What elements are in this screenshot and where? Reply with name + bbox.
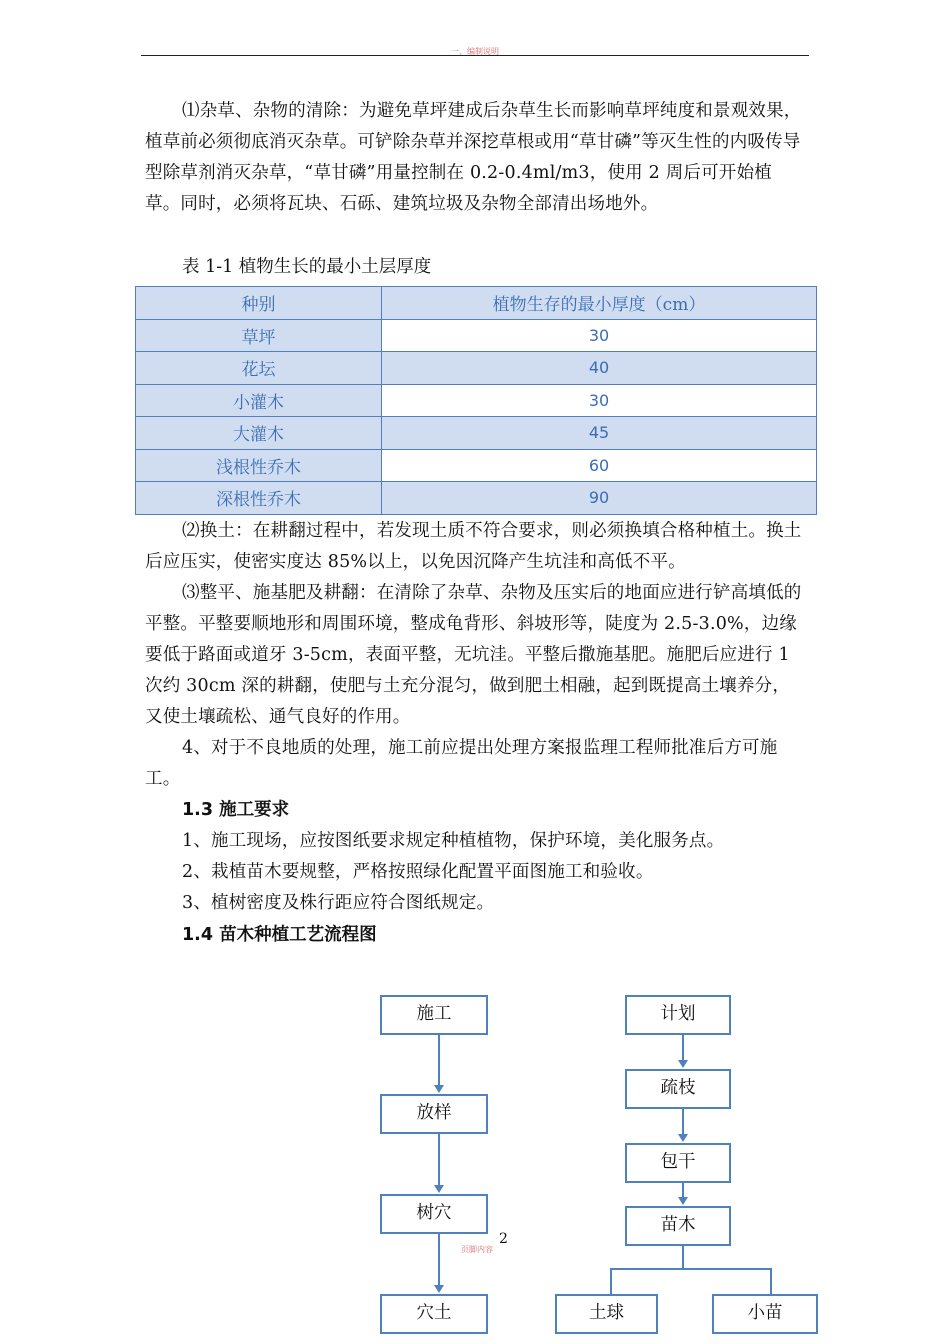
flow-connector bbox=[682, 1109, 684, 1134]
requirement-item: 1、施工现场，应按图纸要求规定种植植物，保护环境，美化服务点。 bbox=[182, 831, 725, 851]
table-row bbox=[136, 384, 817, 417]
paragraph-leveling: ⑶整平、施基肥及耕翻：在清除了杂草、杂物及压实后的地面应进行铲高填低的平整。平整要顺地形和周围环境，整成龟背形、斜坡形等，陡度为 2.5-3.0%，边缘要低于路面或道牙 3-5cm，表面平整，无坑洼。平整后撒施基肥。施肥后应进行 1 次约 30cm 深的耕翻，使肥与土充分混匀，做到肥土相融，起到既提高土壤养分，又使土壤疏松、通气良好的作用。 bbox=[145, 583, 802, 727]
flow-connector bbox=[438, 1134, 440, 1185]
flow-arrow bbox=[678, 1134, 688, 1142]
flow-connector bbox=[682, 1035, 684, 1060]
section-heading-requirements: 1.3 施工要求 bbox=[182, 800, 290, 820]
flow-connector bbox=[682, 1183, 684, 1197]
flow-connector bbox=[610, 1268, 612, 1294]
table-row bbox=[136, 449, 817, 482]
table-row bbox=[136, 319, 817, 352]
table-cell-type: 草坪 bbox=[136, 319, 382, 352]
table-row bbox=[136, 482, 817, 515]
table-cell-type: 大灌木 bbox=[136, 417, 382, 450]
page-header-text: 一、编制说明 bbox=[451, 47, 499, 56]
table-header-row bbox=[136, 287, 817, 320]
table-cell-thickness: 40 bbox=[382, 352, 817, 385]
flow-box-pit-soil: 穴土 bbox=[380, 1294, 488, 1334]
table-cell-thickness: 45 bbox=[382, 417, 817, 450]
table-header-cell: 种别 bbox=[136, 287, 382, 320]
table-row bbox=[136, 352, 817, 385]
footer-text: 页脚内容 bbox=[461, 1245, 493, 1254]
flow-arrow bbox=[678, 1060, 688, 1068]
table-header-cell: 植物生存的最小厚度（cm） bbox=[382, 287, 817, 320]
table-cell-thickness: 30 bbox=[382, 319, 817, 352]
table-cell-thickness: 90 bbox=[382, 482, 817, 515]
page-number: 2 bbox=[499, 1231, 508, 1247]
paragraph-soil-replacement: ⑵换土：在耕翻过程中，若发现土质不符合要求，则必须换填合格种植土。换土后应压实，使密实度达 85%以上，以免因沉降产生坑洼和高低不平。 bbox=[145, 521, 802, 572]
flow-box-wrapping: 包干 bbox=[625, 1143, 731, 1183]
table-cell-type: 深根性乔木 bbox=[136, 482, 382, 515]
header-rule bbox=[141, 55, 809, 56]
flow-arrow bbox=[678, 1197, 688, 1205]
flow-arrow bbox=[434, 1185, 444, 1193]
table-cell-thickness: 60 bbox=[382, 449, 817, 482]
flow-box-pruning: 疏枝 bbox=[625, 1069, 731, 1109]
flow-box-pit: 树穴 bbox=[380, 1194, 488, 1234]
flow-connector bbox=[438, 1234, 440, 1285]
section-heading-flowchart: 1.4 苗木种植工艺流程图 bbox=[182, 925, 377, 945]
requirement-item: 2、栽植苗木要规整，严格按照绿化配置平面图施工和验收。 bbox=[182, 862, 654, 882]
flow-box-root-ball: 土球 bbox=[555, 1294, 658, 1334]
table-cell-thickness: 30 bbox=[382, 384, 817, 417]
soil-thickness-table bbox=[135, 286, 817, 515]
flow-box-small-seedling: 小苗 bbox=[712, 1294, 818, 1334]
flow-connector bbox=[438, 1035, 440, 1085]
paragraph-weed-removal: ⑴杂草、杂物的清除：为避免草坪建成后杂草生长而影响草坪纯度和景观效果，植草前必须彻底消灭杂草。可铲除杂草并深挖草根或用“草甘磷”等灭生性的内吸传导型除草剂消灭杂草，“草甘磷”用量控制在 0.2-0.4ml/m3，使用 2 周后可开始植草。同时，必须将瓦块、石砾、建筑垃圾及杂物全部清出场地外。 bbox=[145, 101, 802, 214]
flow-connector bbox=[682, 1246, 684, 1269]
flow-box-construction: 施工 bbox=[380, 995, 488, 1035]
paragraph-bad-geology: 4、对于不良地质的处理，施工前应提出处理方案报监理工程师批准后方可施工。 bbox=[145, 738, 778, 789]
table-cell-type: 小灌木 bbox=[136, 384, 382, 417]
flow-branch-line bbox=[610, 1268, 772, 1270]
requirement-item: 3、植树密度及株行距应符合图纸规定。 bbox=[182, 893, 495, 913]
flow-arrow bbox=[434, 1285, 444, 1293]
flow-connector bbox=[770, 1268, 772, 1294]
table-caption: 表 1-1 植物生长的最小土层厚度 bbox=[182, 257, 432, 277]
table-cell-type: 花坛 bbox=[136, 352, 382, 385]
flow-box-staking: 放样 bbox=[380, 1094, 488, 1134]
flow-box-seedling: 苗木 bbox=[625, 1206, 731, 1246]
table-cell-type: 浅根性乔木 bbox=[136, 449, 382, 482]
flow-arrow bbox=[434, 1085, 444, 1093]
flow-box-plan: 计划 bbox=[625, 995, 731, 1035]
table-row bbox=[136, 417, 817, 450]
